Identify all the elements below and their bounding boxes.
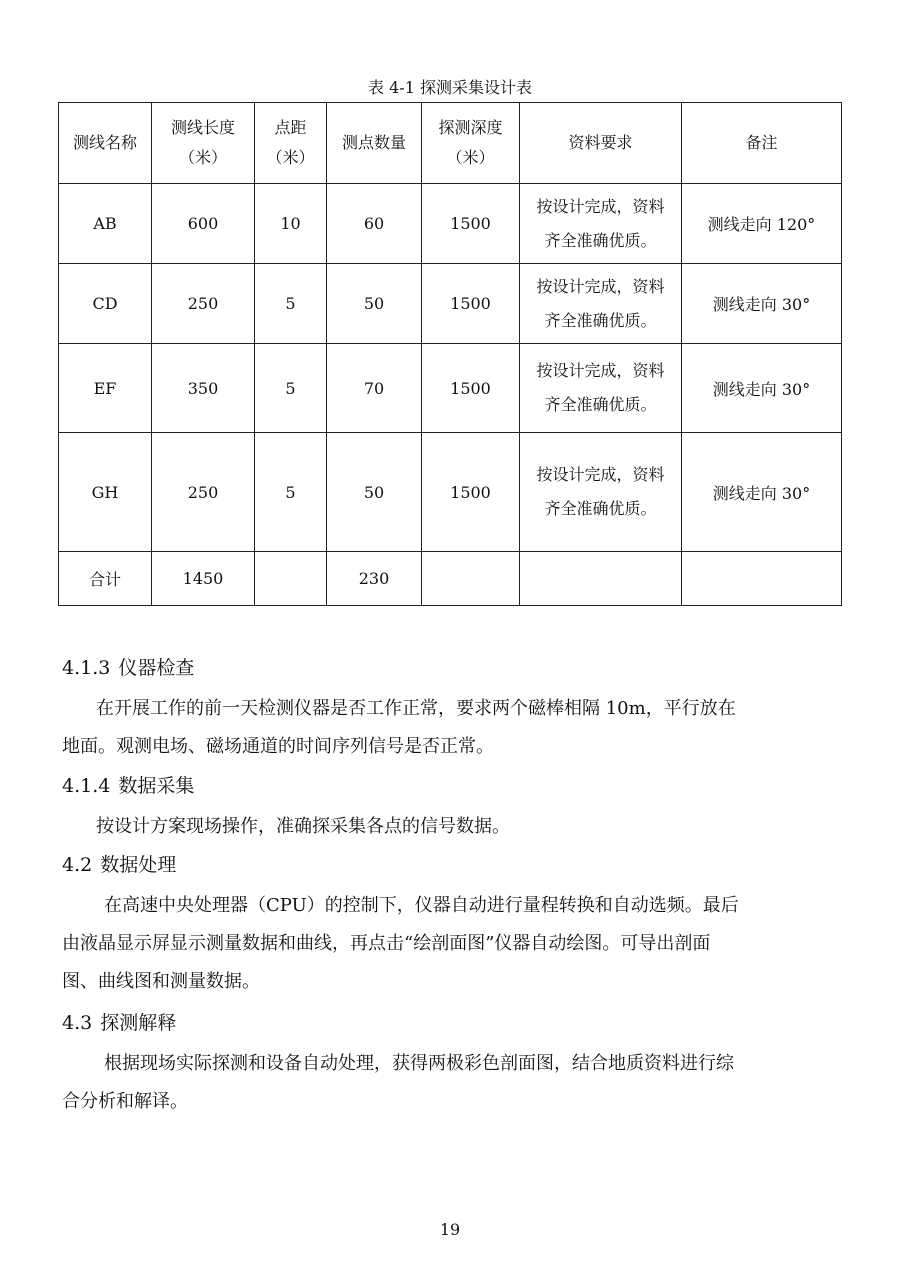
cell-depth: 1500	[422, 184, 520, 264]
table-total-row	[59, 552, 842, 606]
cell-spacing: 5	[255, 264, 327, 344]
cell-note: 测线走向 30°	[682, 264, 842, 344]
cell-note: 测线走向 120°	[682, 184, 842, 264]
cell-total-depth	[422, 552, 520, 606]
paragraph-line: 在高速中央处理器（CPU）的控制下，仪器自动进行量程转换和自动选频。最后	[104, 895, 739, 916]
paragraph-line: 按设计方案现场操作，准确探采集各点的信号数据。	[96, 816, 510, 837]
cell-total-spacing	[255, 552, 327, 606]
cell-points: 50	[327, 433, 422, 552]
table-header-row	[59, 103, 842, 184]
header-cell-depth: 探测深度 （米）	[422, 103, 520, 184]
paragraph-line: 地面。观测电场、磁场通道的时间序列信号是否正常。	[62, 736, 494, 757]
paragraph-4-1-4	[62, 808, 840, 846]
paragraph-line: 由液晶显示屏显示测量数据和曲线，再点击“绘剖面图”仪器自动绘图。可导出剖面	[62, 933, 711, 954]
paragraph-line: 根据现场实际探测和设备自动处理，获得两极彩色剖面图，结合地质资料进行综	[104, 1053, 734, 1074]
cell-requirement: 按设计完成，资料 齐全准确优质。	[520, 344, 682, 433]
cell-name: GH	[59, 433, 152, 552]
cell-note: 测线走向 30°	[682, 344, 842, 433]
table-caption: 表 4-1 探测采集设计表	[368, 78, 532, 97]
header-cell-note: 备注	[682, 103, 842, 184]
cell-total-length: 1450	[152, 552, 255, 606]
cell-spacing: 5	[255, 433, 327, 552]
cell-total-points: 230	[327, 552, 422, 606]
cell-length: 250	[152, 433, 255, 552]
header-cell-length: 测线长度 （米）	[152, 103, 255, 184]
section-title: 数据采集	[118, 775, 195, 797]
table-row	[59, 264, 842, 344]
paragraph-line: 在开展工作的前一天检测仪器是否工作正常，要求两个磁棒相隔 10m，平行放在	[96, 698, 736, 719]
header-cell-points: 测点数量	[327, 103, 422, 184]
cell-depth: 1500	[422, 264, 520, 344]
paragraph-4-2	[62, 887, 840, 1001]
section-title: 探测解释	[100, 1012, 177, 1034]
cell-spacing: 10	[255, 184, 327, 264]
section-heading-4-1-3	[62, 654, 194, 682]
cell-total-label: 合计	[59, 552, 152, 606]
cell-name: AB	[59, 184, 152, 264]
paragraph-4-1-3	[62, 690, 840, 766]
cell-requirement: 按设计完成，资料 齐全准确优质。	[520, 433, 682, 552]
section-heading-4-3	[62, 1009, 176, 1037]
cell-requirement: 按设计完成，资料 齐全准确优质。	[520, 184, 682, 264]
cell-length: 350	[152, 344, 255, 433]
section-number: 4.1.4	[62, 775, 111, 797]
section-number: 4.2	[62, 854, 93, 876]
cell-total-requirement	[520, 552, 682, 606]
section-heading-4-1-4	[62, 772, 194, 800]
cell-requirement: 按设计完成，资料 齐全准确优质。	[520, 264, 682, 344]
paragraph-line: 图、曲线图和测量数据。	[62, 971, 260, 992]
cell-depth: 1500	[422, 433, 520, 552]
table-row	[59, 433, 842, 552]
cell-name: CD	[59, 264, 152, 344]
cell-points: 70	[327, 344, 422, 433]
page-number: 19	[439, 1220, 461, 1239]
section-number: 4.1.3	[62, 657, 111, 679]
header-cell-spacing: 点距 （米）	[255, 103, 327, 184]
table-row	[59, 184, 842, 264]
cell-total-note	[682, 552, 842, 606]
section-number: 4.3	[62, 1012, 93, 1034]
design-table	[58, 102, 842, 606]
cell-points: 60	[327, 184, 422, 264]
header-cell-name: 测线名称	[59, 103, 152, 184]
table-row	[59, 344, 842, 433]
section-title: 仪器检查	[118, 657, 195, 679]
header-cell-requirement: 资料要求	[520, 103, 682, 184]
section-heading-4-2	[62, 851, 176, 879]
cell-name: EF	[59, 344, 152, 433]
paragraph-4-3	[62, 1045, 840, 1121]
cell-points: 50	[327, 264, 422, 344]
cell-spacing: 5	[255, 344, 327, 433]
cell-length: 600	[152, 184, 255, 264]
cell-depth: 1500	[422, 344, 520, 433]
cell-length: 250	[152, 264, 255, 344]
section-title: 数据处理	[100, 854, 177, 876]
cell-note: 测线走向 30°	[682, 433, 842, 552]
paragraph-line: 合分析和解译。	[62, 1091, 188, 1112]
